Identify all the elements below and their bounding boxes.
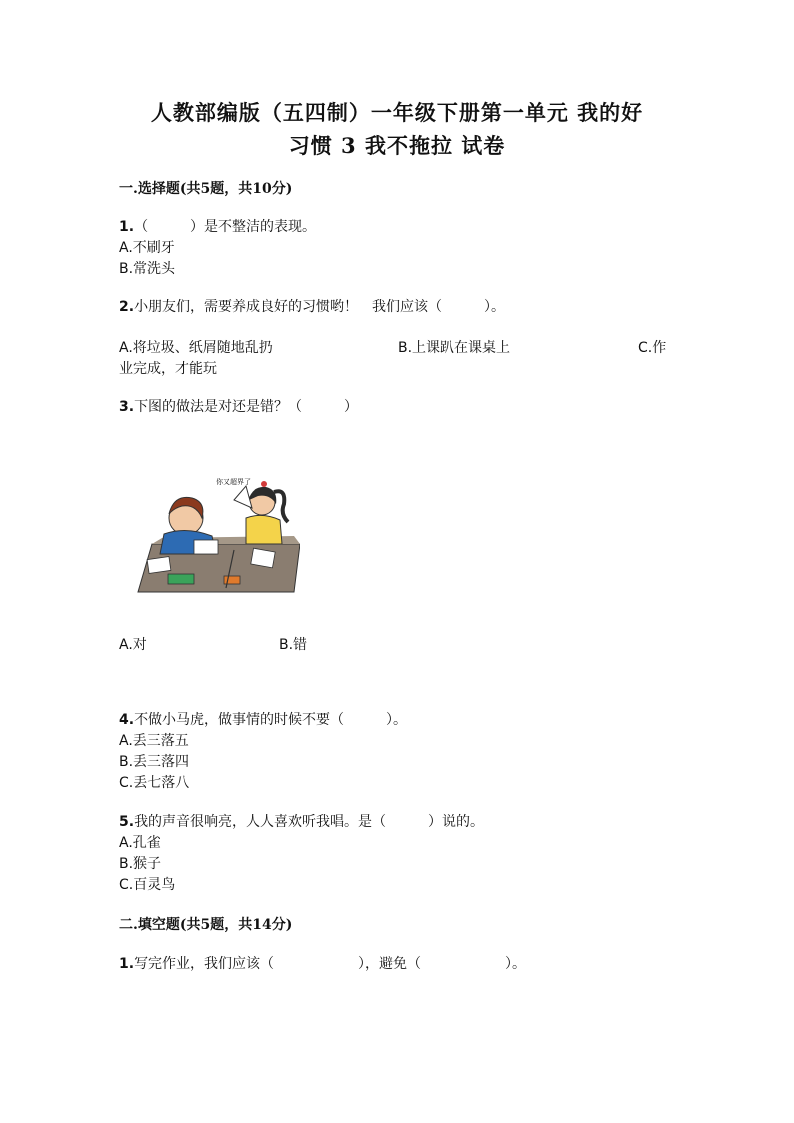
question-stem: （ ）是不整洁的表现。 (134, 219, 317, 235)
option-c: C.丢七落八 (119, 775, 190, 791)
option-a: A.不刷牙 (119, 240, 175, 256)
question-4 (119, 711, 407, 729)
question-number: 4. (119, 712, 135, 728)
question-number: 2. (119, 299, 135, 315)
question-1 (119, 218, 316, 236)
speech-bubble-text: 你又超界了 (216, 478, 251, 486)
option-b: B.丢三落四 (119, 754, 190, 770)
option-b: B.猴子 (119, 856, 162, 872)
question-number: 3. (119, 399, 135, 415)
question-stem: 小朋友们，需要养成良好的习惯哟！ 我们应该（ ）。 (134, 299, 506, 315)
option-a: A.对 (119, 637, 147, 653)
option-c-continued: 业完成，才能玩 (119, 361, 217, 377)
option-a: A.孔雀 (119, 835, 161, 851)
exam-title-line1: 人教部编版（五四制）一年级下册第一单元 我的好 (150, 100, 644, 125)
question-stem: 我的声音很响亮，人人喜欢听我唱。是（ ）说的。 (134, 814, 485, 830)
option-b: B.上课趴在课桌上 (398, 340, 511, 356)
question-number: 1. (119, 219, 135, 235)
option-b: B.常洗头 (119, 261, 176, 277)
question-3 (119, 398, 358, 416)
section-heading-fill: 二.填空题(共5题，共14分) (119, 917, 293, 933)
question-stem: 不做小马虎，做事情的时候不要（ ）。 (134, 712, 408, 728)
question-2 (119, 298, 505, 316)
option-a: A.将垃圾、纸屑随地乱扔 (119, 340, 273, 356)
question-number: 5. (119, 814, 135, 830)
option-c: C.百灵鸟 (119, 877, 176, 893)
question-number: 1. (119, 956, 135, 972)
question-stem: 写完作业，我们应该（ ），避免（ ）。 (134, 956, 527, 972)
fill-question-1 (119, 955, 526, 973)
option-a: A.丢三落五 (119, 733, 189, 749)
question-stem: 下图的做法是对还是错？（ ） (134, 399, 359, 415)
section-heading-choice: 一.选择题(共5题，共10分) (119, 181, 293, 197)
exam-title-line2: 习惯 3 我不拖拉 试卷 (288, 133, 506, 158)
option-b: B.错 (279, 637, 308, 653)
option-c: C.作 (638, 340, 667, 356)
children-desk-illustration (134, 474, 300, 594)
question-5 (119, 813, 484, 831)
